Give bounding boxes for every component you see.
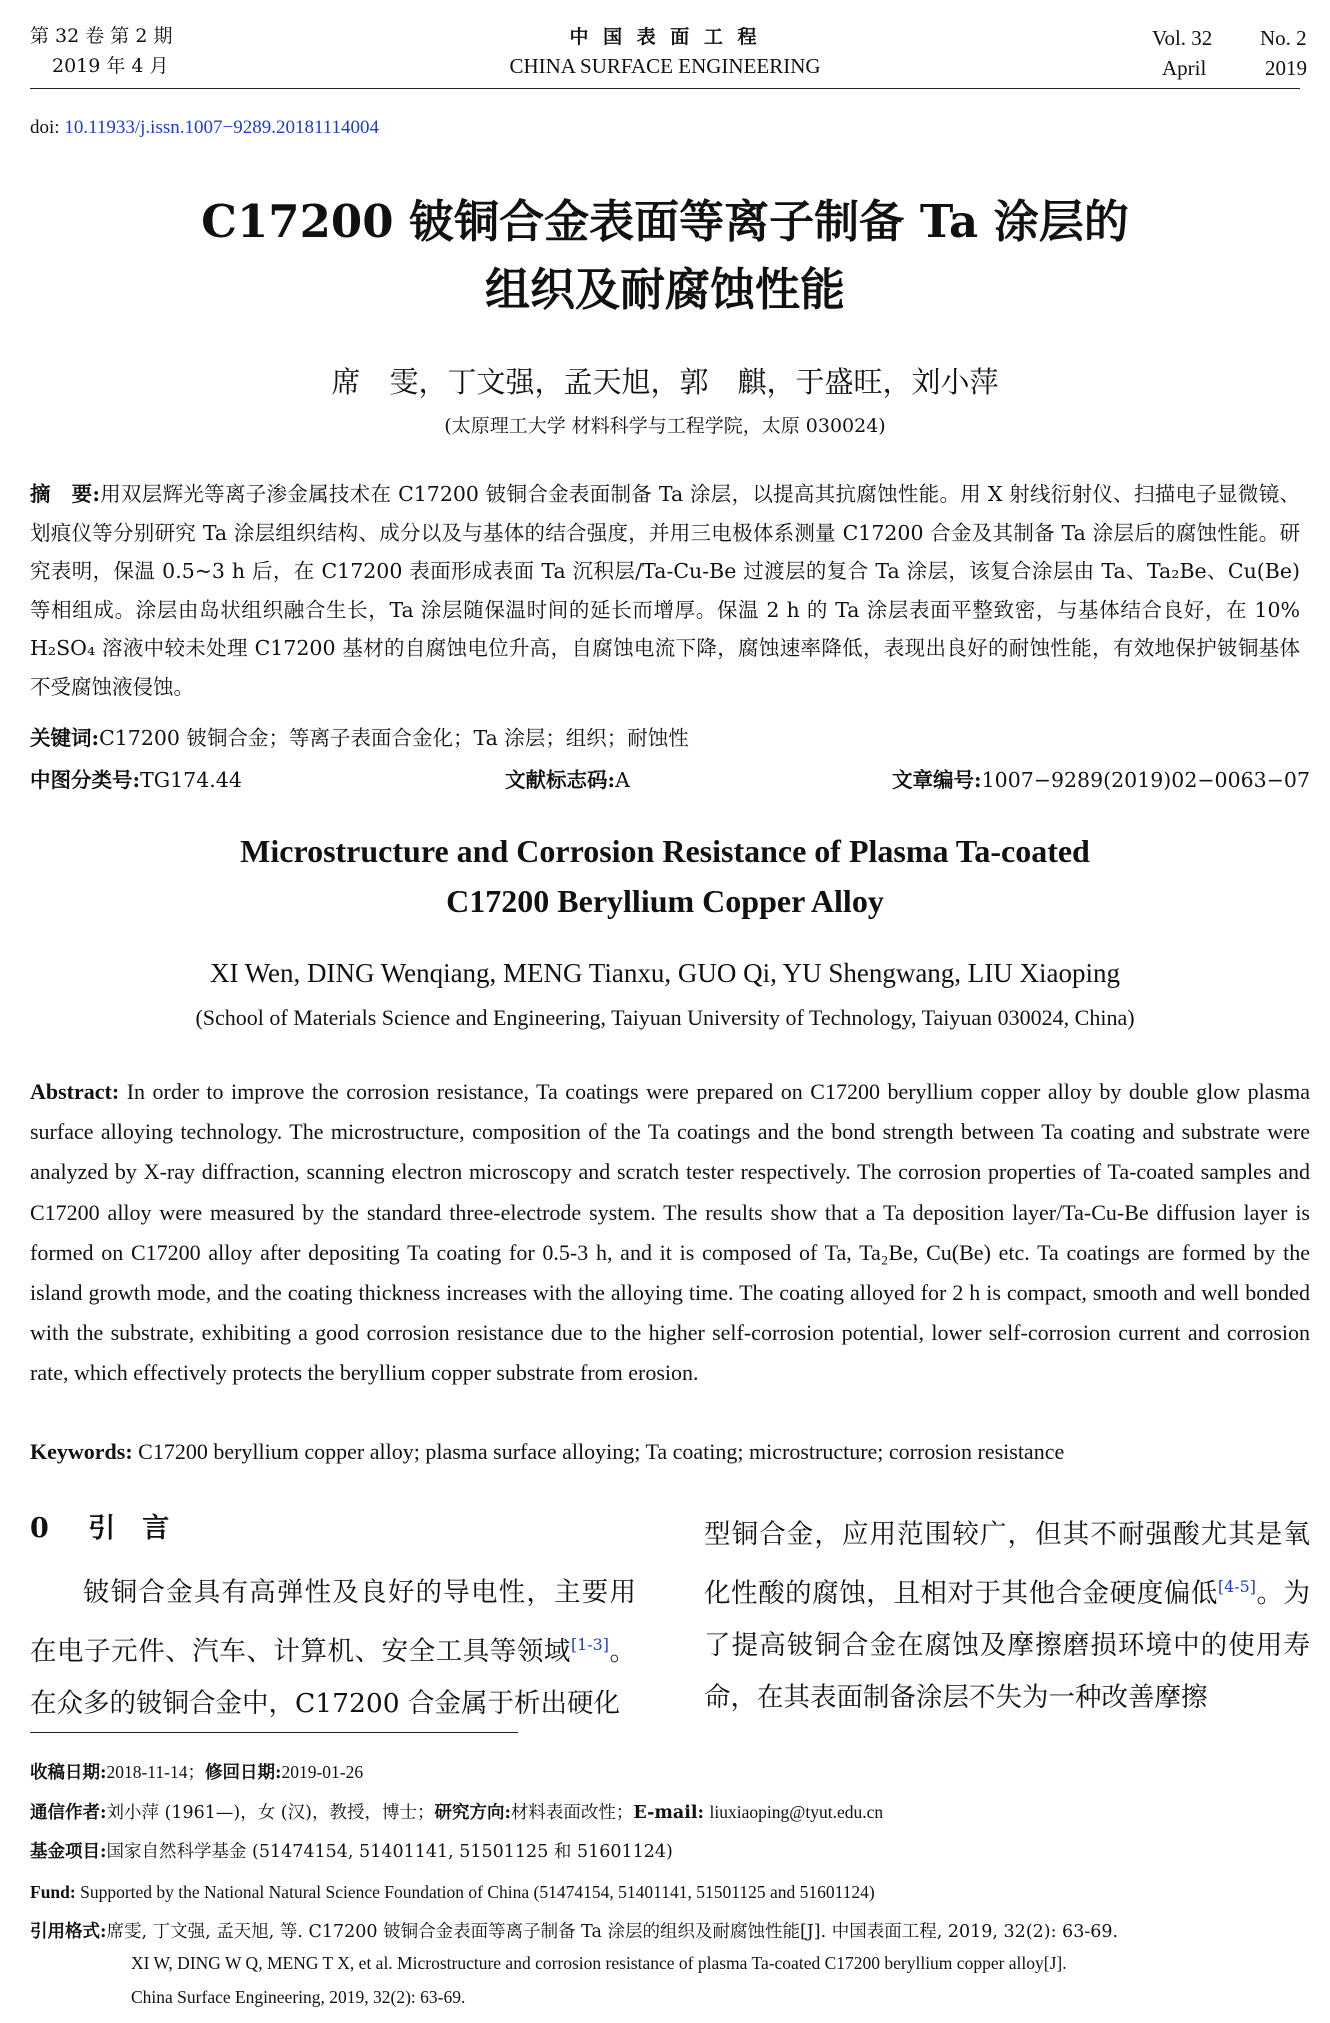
footnote-fund-cn xyxy=(30,1832,1320,1872)
intro-right-text-b: 。为了提高铍铜合金在腐蚀及摩擦磨损环境中的使用寿命，在其表面制备涂层不失为一种改善摩擦 xyxy=(704,1577,1311,1713)
email-link[interactable]: liuxiaoping@tyut.edu.cn xyxy=(709,1802,884,1822)
header-year-en: 2019 xyxy=(1265,56,1307,80)
citation-format-en-line2: China Surface Engineering, 2019, 32(2): 63-69. xyxy=(131,1987,466,2007)
abstract-en-label: Abstract: xyxy=(30,1079,120,1104)
affiliation-en: (School of Materials Science and Engineering, Taiyuan University of Technology, Taiyuan 030024, China) xyxy=(195,1005,1135,1030)
affiliation-cn: (太原理工大学 材料科学与工程学院，太原 030024) xyxy=(444,415,886,437)
intro-right-text-a: 型铜合金，应用范围较广，但其不耐强酸尤其是氧化性酸的腐蚀，且相对于其他合金硬度偏低 xyxy=(704,1519,1310,1609)
section-number: 0 xyxy=(30,1513,49,1544)
citation-1-3[interactable]: [1-3] xyxy=(570,1635,609,1654)
intro-left-text-a: 铍铜合金具有高弹性及良好的导电性，主要用在电子元件、汽车、计算机、安全工具等领域 xyxy=(30,1577,636,1667)
abstract-en-text: In order to improve the corrosion resistance, Ta coatings were prepared on C17200 beryllium copper alloy by double glow plasma surface alloying technology. The microstructure, composition of the Ta coatings and the bond strength between Ta coating and substrate were analyzed by X-ray diffraction, scanning electron microscopy and scratch tester respectively. The corrosion properties of Ta-coated samples and C17200 alloy were measured by the standard three-electrode system. The results show that a Ta deposition layer/Ta-Cu-Be diffusion layer is formed on C17200 alloy after depositing Ta coating for 0.5-3 h, and it is composed of Ta, Ta₂Be, Cu(Be) etc. Ta coatings are formed by the island growth mode, and the coating thickness increases with the alloying time. The coating alloyed for 2 h is compact, smooth and well bonded with the substrate, exhibiting a good corrosion resistance due to the higher self-corrosion potential, lower self-corrosion current and corrosion rate, which effectively protects the beryllium copper substrate from erosion. xyxy=(30,1079,1310,1386)
title-cn-line1: C17200 铍铜合金表面等离子制备 Ta 涂层的 xyxy=(201,195,1129,248)
title-cn-line2: 组织及耐腐蚀性能 xyxy=(484,263,845,316)
header-journal-cn: 中 国 表 面 工 程 xyxy=(569,26,761,48)
footnote-citation-en xyxy=(131,1946,1321,2014)
doi-label: doi: xyxy=(30,117,60,138)
corresponding-value: 刘小萍 (1961—)，女 (汉)，教授，博士； xyxy=(106,1803,435,1823)
header-journal-en: CHINA SURFACE ENGINEERING xyxy=(509,54,821,78)
section-title: 引 言 xyxy=(88,1513,170,1544)
doi xyxy=(30,117,379,139)
research-field-value: 材料表面改性； xyxy=(510,1803,634,1823)
doc-code-label: 文献标志码: xyxy=(505,768,616,792)
clc-value: TG174.44 xyxy=(140,768,242,792)
abstract-cn xyxy=(30,475,1300,706)
authors-cn: 席 雯，丁文强，孟天旭，郭 麒，于盛旺，刘小萍 xyxy=(331,365,999,399)
keywords-cn-text: C17200 铍铜合金；等离子表面合金化；Ta 涂层；组织；耐蚀性 xyxy=(99,726,689,750)
footnote-fund-en xyxy=(30,1872,1320,1912)
received-label: 收稿日期: xyxy=(30,1763,107,1783)
received-value: 2018-11-14； xyxy=(106,1762,205,1782)
document-code xyxy=(505,763,630,793)
citation-4-5[interactable]: [4-5] xyxy=(1217,1577,1256,1596)
abstract-cn-label: 摘 要: xyxy=(30,482,100,506)
title-en-line1: Microstructure and Corrosion Resistance of Plasma Ta-coated xyxy=(240,833,1090,869)
abstract-cn-text: 用双层辉光等离子渗金属技术在 C17200 铍铜合金表面制备 Ta 涂层，以提高其抗腐蚀性能。用 X 射线衍射仪、扫描电子显微镜、划痕仪等分别研究 Ta 涂层组织结构、成分以及与基体的结合强度，并用三电极体系测量 C17200 合金及其制备 Ta 涂层后的腐蚀性能。研究表明，保温 0.5~3 h 后，在 C17200 表面形成表面 Ta 沉积层/Ta-Cu-Be 过渡层的复合 Ta 涂层，该复合涂层由 Ta、Ta₂Be、Cu(Be) 等相组成。涂层由岛状组织融合生长，Ta 涂层随保温时间的延长而增厚。保温 2 h 的 Ta 涂层表面平整致密，与基体结合良好，在 10% H₂SO₄ 溶液中较未处理 C17200 基材的自腐蚀电位升高，自腐蚀电流下降，腐蚀速率降低，表现出良好的耐蚀性能，有效地保护铍铜基体不受腐蚀液侵蚀。 xyxy=(30,482,1300,699)
article-number xyxy=(892,763,1310,793)
intro-right-column xyxy=(704,1509,1310,1724)
keywords-cn xyxy=(30,719,1300,758)
abstract-en xyxy=(30,1072,1310,1394)
clc-label: 中图分类号: xyxy=(30,768,141,792)
intro-left-column xyxy=(30,1567,636,1730)
citation-format-en-line1: XI W, DING W Q, MENG T X, et al. Microstructure and corrosion resistance of plasma Ta-coated C17200 beryllium copper alloy[J]. xyxy=(131,1953,1067,1973)
header-issue-en: No. 2 xyxy=(1260,26,1307,50)
footnote-corresponding xyxy=(30,1792,1320,1833)
keywords-en xyxy=(30,1432,1310,1472)
footnote-rule xyxy=(30,1732,518,1733)
article-number-value: 1007−9289(2019)02−0063−07 xyxy=(981,768,1310,792)
research-field-label: 研究方向: xyxy=(434,1803,511,1823)
doc-code-value: A xyxy=(615,768,630,792)
fund-cn-value: 国家自然科学基金 (51474154, 51401141, 51501125 和 51601124) xyxy=(106,1842,673,1862)
corresponding-label: 通信作者: xyxy=(30,1803,107,1823)
footnote-dates xyxy=(30,1752,1320,1793)
fund-en-value: Supported by the National Natural Science Foundation of China (51474154, 51401141, 51501125 and 51601124) xyxy=(80,1882,875,1902)
doi-link[interactable]: 10.11933/j.issn.1007−9289.20181114004 xyxy=(64,117,380,138)
header-rule xyxy=(30,88,1300,89)
keywords-en-text: C17200 beryllium copper alloy; plasma surface alloying; Ta coating; microstructure; corrosion resistance xyxy=(138,1439,1065,1464)
keywords-en-label: Keywords: xyxy=(30,1439,133,1464)
keywords-cn-label: 关键词: xyxy=(30,726,100,750)
revised-value: 2019-01-26 xyxy=(281,1762,364,1782)
citation-format-label: 引用格式: xyxy=(30,1922,107,1942)
section-heading-intro xyxy=(30,1506,169,1545)
title-en-line2: C17200 Beryllium Copper Alloy xyxy=(446,883,884,919)
header-month-en: April xyxy=(1162,56,1207,80)
email-label: E-mail: xyxy=(633,1803,704,1823)
fund-en-label: Fund: xyxy=(30,1882,76,1902)
header-date-cn: 2019 年 4 月 xyxy=(52,55,169,77)
citation-format-cn: 席雯, 丁文强, 孟天旭, 等. C17200 铍铜合金表面等离子制备 Ta 涂层的组织及耐腐蚀性能[J]. 中国表面工程, 2019, 32(2): 63-69. xyxy=(106,1922,1119,1942)
header-volume-cn: 第 32 卷 第 2 期 xyxy=(30,25,173,47)
header-volume-en: Vol. 32 xyxy=(1152,26,1213,50)
article-number-label: 文章编号: xyxy=(892,768,982,792)
revised-label: 修回日期: xyxy=(204,1763,282,1783)
fund-cn-label: 基金项目: xyxy=(30,1842,107,1862)
clc-number xyxy=(30,763,242,793)
authors-en: XI Wen, DING Wenqiang, MENG Tianxu, GUO Qi, YU Shengwang, LIU Xiaoping xyxy=(209,958,1121,988)
intro-left-text-b: 。在众多的铍铜合金中，C17200 合金属于析出硬化 xyxy=(30,1635,637,1719)
